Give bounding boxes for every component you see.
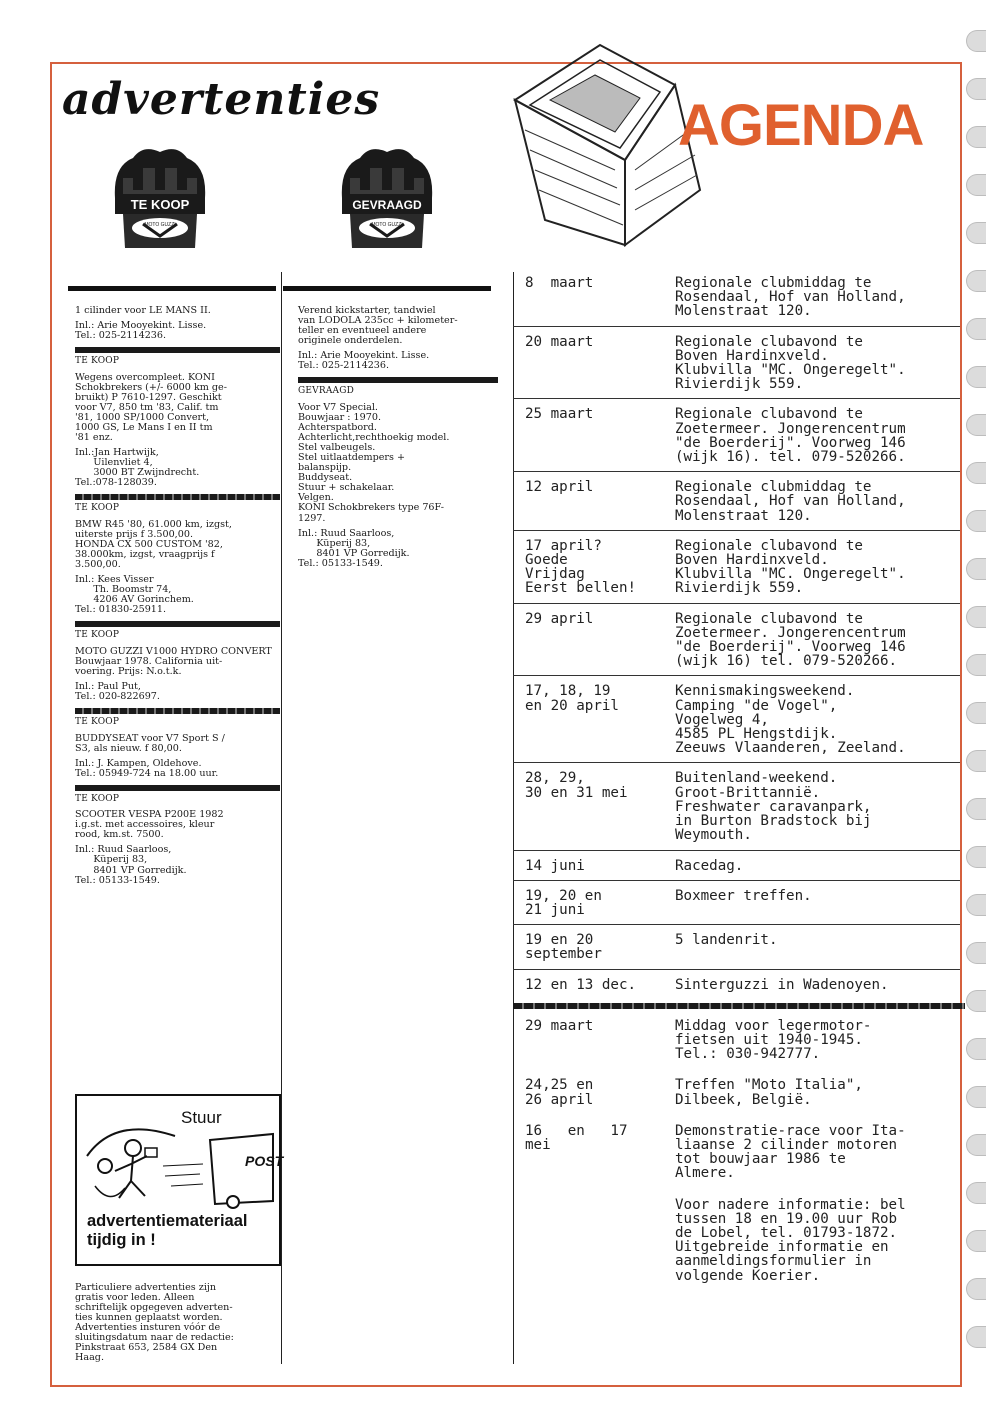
binder-hole [966,78,986,100]
left-col-bar [68,286,276,291]
binder-hole [966,558,986,580]
agenda-event [525,276,955,326]
ads-right-column [298,306,498,575]
ad-header: TE KOOP [75,630,120,641]
binder-hole [966,1230,986,1252]
agenda-event [525,684,955,762]
ad-header: TE KOOP [75,717,120,728]
ad-listing [75,785,280,886]
ad-text: Verend kickstarter, tandwiel van LODOLA 235cc + kilometer- teller en eventueel andere originele onderdelen. [298,305,458,347]
event-date: 24,25 en 26 april [525,1077,594,1108]
agenda-separator [513,398,960,399]
event-description: Regionale clubavond te Boven Hardinxveld. Klubvilla "MC. Ongeregelt". Rivierdijk 559. [675,333,906,393]
binder-hole [966,270,986,292]
ad-header: TE KOOP [75,503,120,514]
binder-hole [966,510,986,532]
agenda-spacer [525,1290,955,1300]
agenda-event [525,335,955,399]
svg-text:TE KOOP: TE KOOP [130,197,190,212]
agenda-separator [513,924,960,925]
agenda-separator [513,880,960,881]
event-date: 25 maart [525,406,594,423]
agenda-event [525,1124,955,1188]
binder-hole [966,126,986,148]
binder-hole [966,1326,986,1348]
event-description: Buitenland-weekend. Groot-Brittannië. Freshwater caravanpark, in Burton Bradstock bij Weymouth. [675,770,872,844]
binder-hole [966,1134,986,1156]
col-divider [281,272,282,1364]
binder-hole [966,462,986,484]
agenda-event [525,1019,955,1069]
agenda-event [525,859,955,880]
ads-left-column [75,306,280,892]
agenda-separator [513,603,960,604]
agenda-separator [513,969,960,970]
ad-divider [75,494,280,500]
binder-hole [966,990,986,1012]
binder-hole [966,1038,986,1060]
binder-hole [966,606,986,628]
ad-divider [75,621,280,627]
ad-divider [75,785,280,791]
agenda-separator [513,762,960,763]
event-description: Demonstratie-race voor Ita- liaanse 2 cilinder motoren tot bouwjaar 1986 te Almere. [675,1122,906,1182]
ads-title: advertenties [62,74,381,125]
binder-hole [966,1182,986,1204]
event-description: Sinterguzzi in Wadenoyen. [675,976,889,993]
event-description: Middag voor legermotor- fietsen uit 1940-1945. Tel.: 030-942777. [675,1017,872,1063]
event-date [525,1198,675,1283]
binder-hole [966,174,986,196]
event-date: 28, 29, 30 en 31 mei [525,770,628,801]
calendar-illustration [505,40,705,250]
binder-hole [966,1278,986,1300]
helmet-logo-icon [103,138,218,253]
binder-hole [966,846,986,868]
ad-contact: Inl.: Ruud Saarloos, Küperij 83, 8401 VP Gorredijk. Tel.: 05133-1549. [75,844,187,886]
event-description: Voor nadere informatie: bel tussen 18 en 19.00 uur Rob de Lobel, tel. 01793-1872. Uitgebreide informatie en aanmeldingsformulier in volgende Koerier. [675,1196,906,1284]
ad-contact: Inl.: Kees Visser Th. Boomstr 74, 4206 AV Gorinchem. Tel.: 01830-25911. [75,574,194,616]
ad-contact: Inl.: Ruud Saarloos, Küperij 83, 8401 VP Gorredijk. Tel.: 05133-1549. [298,527,410,569]
event-date: 12 april [525,479,594,496]
svg-text:MOTO GUZZI: MOTO GUZZI [371,222,403,228]
event-date: 20 maart [525,333,594,350]
agenda-event [525,1078,955,1113]
svg-text:POST: POST [245,1153,284,1169]
te-koop-logo [103,138,218,253]
agenda-event [525,1198,955,1290]
event-date: 19 en 20 september [525,932,602,963]
agenda-event [525,933,955,968]
binder-hole [966,942,986,964]
event-date: 29 april [525,610,594,627]
ad-listing [75,347,280,488]
ad-text: BUDDYSEAT voor V7 Sport S / S3, als nieuw. f 80,00. [75,732,225,754]
agenda-event [525,480,955,530]
event-description: Regionale clubmiddag te Rosendaal, Hof van Holland, Molenstraat 120. [675,479,906,524]
svg-text:MOTO GUZZI: MOTO GUZZI [144,222,176,228]
agenda-event [525,771,955,849]
agenda-section-divider [513,1003,965,1009]
event-date: 8 maart [525,275,594,291]
ads-footer-note: Particuliere advertenties zijn gratis voor leden. Alleen schriftelijk opgegeven adverten- ties kunnen geplaatst worden. Advertenties insturen vóór de sluitingsdatum naar de redactie: Pinkstraat 653, 2584 GX Den Haag. [75,1282,234,1364]
agenda-separator [513,675,960,676]
binder-hole [966,750,986,772]
agenda-list [525,276,955,1300]
binder-hole [966,414,986,436]
ad-divider [75,708,280,714]
helmet-logo-icon [330,138,445,253]
event-description: Kennismakingsweekend. Camping "de Vogel", Vogelweg 4, 4585 PL Hengstdijk. Zeeuws Vlaanderen, Zeeland. [675,683,906,757]
agenda-separator [513,326,960,327]
agenda-separator [513,530,960,531]
ad-contact: Inl.: J. Kampen, Oldehove. Tel.: 05949-724 na 18.00 uur. [75,757,219,779]
event-description: Regionale clubavond te Zoetermeer. Jongerencentrum "de Boerderij". Voorweg 146 (wijk 16) tel. 079-520266. [675,610,906,670]
svg-text:GEVRAAGD: GEVRAAGD [352,198,422,212]
agenda-event [525,539,955,603]
ad-header: TE KOOP [75,356,120,367]
ad-divider [298,377,498,383]
event-date: 14 juni [525,857,585,874]
binder-hole [966,894,986,916]
binder-hole [966,1086,986,1108]
ad-listing [298,377,498,568]
event-description: Regionale clubmiddag te Rosendaal, Hof van Holland, Molenstraat 120. [675,275,906,320]
col-divider [513,272,514,1364]
binder-hole [966,222,986,244]
agenda-event [525,612,955,676]
event-date: 29 maart [525,1017,594,1034]
agenda-event [525,978,955,999]
agenda-separator [513,471,960,472]
mailman-icon [85,1126,284,1208]
event-description: Treffen "Moto Italia", Dilbeek, België. [675,1077,863,1108]
event-description: Regionale clubavond te Zoetermeer. Jongerencentrum "de Boerderij". Voorweg 146 (wijk 16). tel. 079-520266. [675,406,906,466]
promo-box [75,1094,284,1266]
ad-header: GEVRAAGD [298,386,355,397]
ad-text: Wegens overcompleet. KONI Schokbrekers (+/- 6000 km ge- bruikt) P 7610-1297. Geschikt voor V7, 850 tm '83, Calif. tm '81, 1000 SP/1000 Convert, 1000 GS, Le Mans I en II tm '81 enz. [75,371,227,443]
mid-col-bar [283,286,491,291]
calendar-icon [505,40,705,250]
binder-hole [966,318,986,340]
event-date: 17 april? Goede Vrijdag Eerst bellen! [525,537,637,597]
ad-listing [298,306,498,371]
agenda-event [525,407,955,471]
binder-hole [966,654,986,676]
ad-text: MOTO GUZZI V1000 HYDRO CONVERT Bouwjaar 1978. California uit- voering. Prijs: N.o.t.k. [75,645,272,677]
ad-listing [75,306,280,341]
agenda-separator [513,850,960,851]
ad-text: 1 cilinder voor LE MANS II. [75,305,211,316]
ad-contact: Inl.: Arie Mooyekint. Lisse. Tel.: 025-2114236. [298,350,430,372]
gevraagd-logo [330,138,445,253]
event-date: 19, 20 en 21 juni [525,887,602,918]
ad-listing [75,708,280,779]
ad-listing [75,621,280,702]
ad-text: BMW R45 '80, 61.000 km, izgst, uiterste prijs f 3.500,00. HONDA CX 500 CUSTOM '82, 38.000km, izgst, vraagprijs f 3.500,00. [75,518,232,570]
binder-hole [966,798,986,820]
promo-text: advertentiemateriaal tijdig in ! [87,1212,248,1249]
event-date: 12 en 13 dec. [525,976,637,993]
ad-contact: Inl.: Arie Mooyekint. Lisse. Tel.: 025-2114236. [75,320,207,342]
event-description: Racedag. [675,857,744,874]
agenda-title: AGENDA [678,93,924,158]
ad-text: Voor V7 Special. Bouwjaar : 1970. Achterspatbord. Achterlicht,rechthoekig model. Stel valbeugels. Stel uitlaatdempers + balanspijp. Buddyseat. Stuur + schakelaar. Velgen. KONI Schokbrekers type 76F- 1297. [298,401,450,524]
ad-divider [75,347,280,353]
event-date: 16 en 17 mei [525,1122,628,1153]
agenda-event [525,889,955,924]
event-date: 17, 18, 19 en 20 april [525,683,619,714]
event-description: Boxmeer treffen. [675,887,812,904]
ad-contact: Inl.: Paul Put, Tel.: 020-822697. [75,680,160,702]
binder-hole [966,366,986,388]
ad-contact: Inl.:Jan Hartwijk, Uilenvliet 4, 3000 BT Zwijndrecht. Tel.:078-128039. [75,447,200,489]
binder-hole [966,30,986,52]
promo-stuur: Stuur [181,1108,222,1127]
ad-header: TE KOOP [75,793,120,804]
binder-hole [966,702,986,724]
event-description: 5 landenrit. [675,932,778,949]
ad-text: SCOOTER VESPA P200E 1982 i.g.st. met accessoires, kleur rood, km.st. 7500. [75,809,224,841]
ad-listing [75,494,280,615]
event-description: Regionale clubavond te Boven Hardinxveld. Klubvilla "MC. Ongeregelt". Rivierdijk 559. [675,537,906,597]
